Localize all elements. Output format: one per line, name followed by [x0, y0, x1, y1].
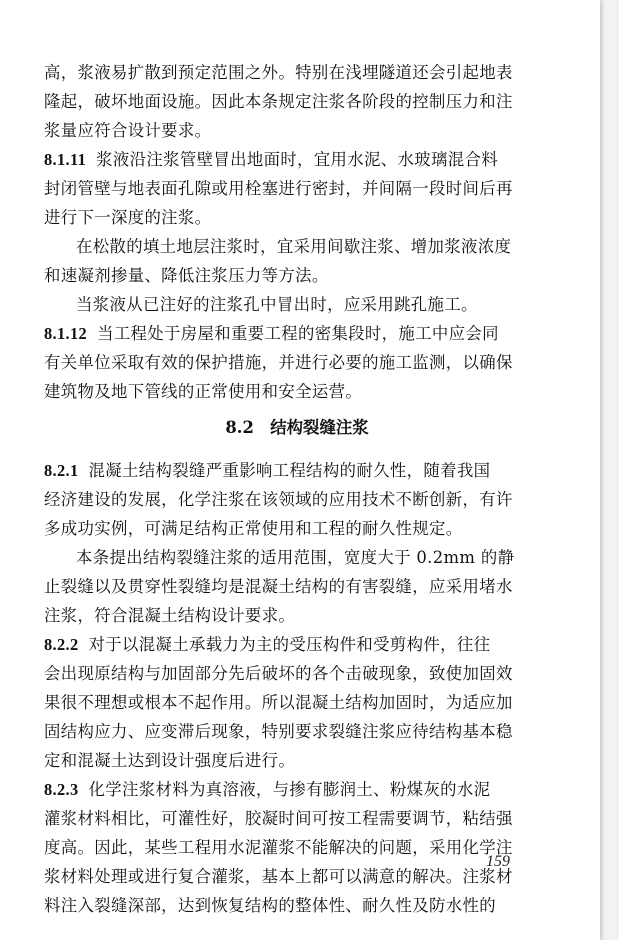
- clause-text: 当工程处于房屋和重要工程的密集段时，施工中应会同: [97, 324, 499, 343]
- text-line: 会出现原结构与加固部分先后破坏的各个击破现象，致使加固效: [44, 664, 513, 683]
- clause-number: 8.2.2: [44, 635, 79, 654]
- text-line: 灌浆材料相比，可灌性好，胶凝时间可按工程需要调节，粘结强: [44, 809, 513, 828]
- clause-text: 浆液沿注浆管壁冒出地面时，宜用水泥、水玻璃混合料: [96, 150, 498, 169]
- text-line: 进行下一深度的注浆。: [44, 208, 212, 227]
- clause-8-2-2-first-line: [44, 630, 540, 659]
- text-line: 止裂缝以及贯穿性裂缝均是混凝土结构的有害裂缝，应采用堵水: [44, 577, 513, 596]
- clause-number: 8.2.1: [44, 461, 79, 480]
- section-heading: 8.2 结构裂缝注浆: [225, 418, 369, 437]
- page-number: 159: [486, 853, 510, 870]
- text-line: 建筑物及地下管线的正常使用和安全运营。: [44, 382, 363, 401]
- clause-number: 8.2.3: [44, 780, 79, 799]
- paragraph-first-line: 在松散的填土地层注浆时，宜采用间歇注浆、增加浆液浓度: [76, 237, 512, 256]
- clause-8-2-3-first-line: [44, 775, 540, 804]
- paragraph-first-line: 本条提出结构裂缝注浆的适用范围，宽度大于 0.2mm 的静: [76, 548, 515, 567]
- text-line: 隆起，破坏地面设施。因此本条规定注浆各阶段的控制压力和注: [44, 92, 513, 111]
- clause-text: 化学注浆材料为真溶液，与掺有膨润土、粉煤灰的水泥: [88, 780, 491, 799]
- text-line: 固结构应力、应变滞后现象，特别要求裂缝注浆应待结构基本稳: [44, 722, 513, 741]
- text-line: 度高。因此，某些工程用水泥灌浆不能解决的问题，采用化学注: [44, 838, 513, 857]
- text-line: 果很不理想或根本不起作用。所以混凝土结构加固时，为适应加: [44, 693, 513, 712]
- text-line: 封闭管壁与地表面孔隙或用栓塞进行密封，并间隔一段时间后再: [44, 179, 513, 198]
- text-line: 定和混凝土达到设计强度后进行。: [44, 751, 296, 770]
- text-line: 经济建设的发展，化学注浆在该领域的应用技术不断创新，有许: [44, 490, 513, 509]
- page-body: [44, 58, 540, 920]
- clause-8-2-1-first-line: [44, 456, 540, 485]
- clause-text: 对于以混凝土承载力为主的受压构件和受剪构件，往往: [88, 635, 491, 654]
- text-line: 高，浆液易扩散到预定范围之外。特别在浅埋隧道还会引起地表: [44, 63, 513, 82]
- clause-text: 混凝土结构裂缝严重影响工程结构的耐久性，随着我国: [88, 461, 491, 480]
- paragraph-first-line: 当浆液从已注好的注浆孔中冒出时，应采用跳孔施工。: [76, 295, 478, 314]
- text-line: 注浆，符合混凝土结构设计要求。: [44, 606, 296, 625]
- clause-8-1-11-first-line: [44, 145, 540, 174]
- text-line: 和速凝剂掺量、降低注浆压力等方法。: [44, 266, 329, 285]
- clause-8-1-12-first-line: [44, 319, 540, 348]
- text-line: 有关单位采取有效的保护措施，并进行必要的施工监测，以确保: [44, 353, 513, 372]
- text-line: 料注入裂缝深部，达到恢复结构的整体性、耐久性及防水性的: [44, 896, 496, 915]
- text-line: 浆量应符合设计要求。: [44, 121, 212, 140]
- clause-number: 8.1.11: [44, 150, 87, 169]
- text-line: 浆材料处理或进行复合灌浆，基本上都可以满意的解决。注浆材: [44, 867, 513, 886]
- text-line: 多成功实例，可满足结构正常使用和工程的耐久性规定。: [44, 519, 463, 538]
- clause-number: 8.1.12: [44, 324, 88, 343]
